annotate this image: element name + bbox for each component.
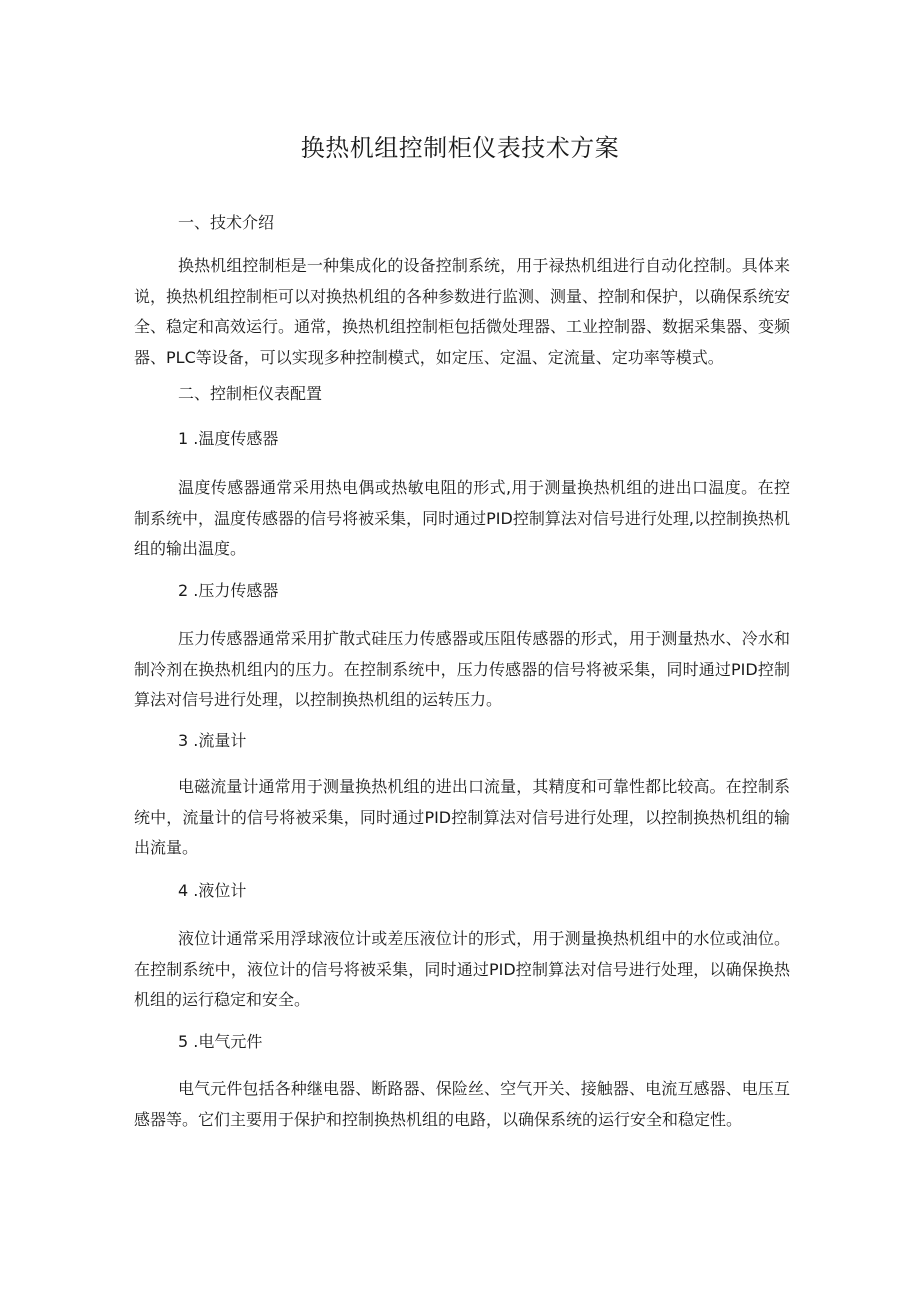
section-heading-tech-intro: 一、技术介绍: [178, 213, 275, 232]
document-title: 换热机组控制柜仪表技术方案: [300, 134, 620, 162]
section-paragraph-temperature-sensor: 温度传感器通常采用热电偶或热敏电阻的形式,用于测量换热机组的进出口温度。在控制系统中，温度传感器的信号将被采集，同时通过PID控制算法对信号进行处理,以控制换热机组的输出温度。: [134, 478, 790, 558]
section-paragraph-tech-intro: 换热机组控制柜是一种集成化的设备控制系统，用于禄热机组进行自动化控制。具体来说，换热机组控制柜可以对换热机组的各种参数进行监测、测量、控制和保护，以确保系统安全、稳定和高效运行。通常，换热机组控制柜包括微处理器、工业控制器、数据采集器、变频器、PLC等设备，可以实现多种控制模式，如定压、定温、定流量、定功率等模式。: [134, 256, 791, 367]
section-heading-electrical-components: 5 .电气元件: [178, 1032, 263, 1051]
section-heading-pressure-sensor: 2 .压力传感器: [178, 581, 279, 600]
section-heading-flow-meter: 3 .流量计: [178, 731, 247, 750]
section-heading-temperature-sensor: 1 .温度传感器: [178, 429, 279, 448]
section-paragraph-flow-meter: 电磁流量计通常用于测量换热机组的进出口流量，其精度和可靠性都比较高。在控制系统中，流量计的信号将被采集，同时通过PID控制算法对信号进行处理，以控制换热机组的输出流量。: [134, 777, 790, 857]
section-heading-level-meter: 4 .液位计: [178, 881, 247, 900]
section-paragraph-level-meter: 液位计通常采用浮球液位计或差压液位计的形式，用于测量换热机组中的水位或油位。在控制系统中，液位计的信号将被采集，同时通过PID控制算法对信号进行处理，以确保换热机组的运行稳定和安全。: [134, 929, 790, 1009]
section-heading-instrument-config: 二、控制柜仪表配置: [178, 384, 323, 403]
section-paragraph-pressure-sensor: 压力传感器通常采用扩散式硅压力传感器或压阻传感器的形式，用于测量热水、冷水和制冷剂在换热机组内的压力。在控制系统中，压力传感器的信号将被采集，同时通过PID控制算法对信号进行处理，以控制换热机组的运转压力。: [134, 629, 790, 709]
section-paragraph-electrical-components: 电气元件包括各种继电器、断路器、保险丝、空气开关、接触器、电流互感器、电压互感器等。它们主要用于保护和控制换热机组的电路，以确保系统的运行安全和稳定性。: [134, 1079, 790, 1129]
